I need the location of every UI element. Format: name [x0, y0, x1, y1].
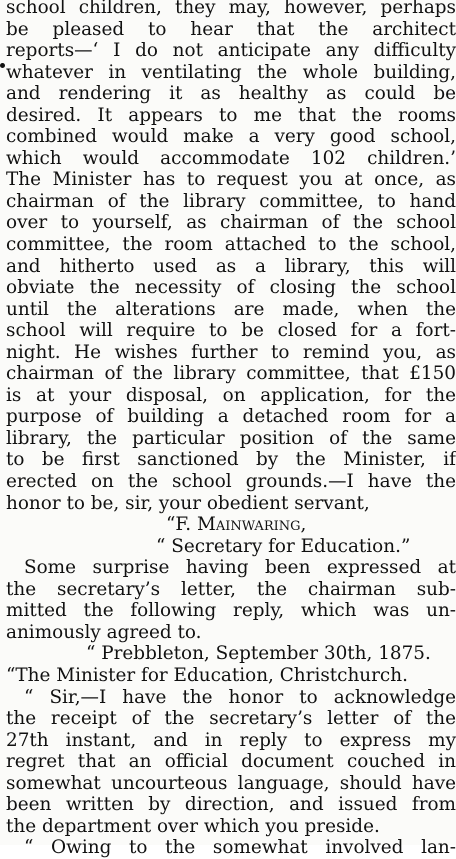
text-line: obviate the necessity of closing the school [6, 277, 456, 299]
text-line: until the alterations are made, when the [6, 298, 456, 320]
text-line: and hitherto used as a library, this will [6, 255, 456, 277]
text-line: reports—‘ I do not anticipate any difficulty [6, 40, 456, 62]
text-line: school children, they may, however, perhaps [6, 0, 456, 18]
text-line: whatever in ventilating the whole building, [6, 61, 456, 83]
text-line: The Minister has to request you at once, as [6, 169, 456, 191]
text-line: “ Prebbleton, September 30th, 1875. [86, 643, 431, 665]
text-line: been written by direction, and issued from [6, 794, 456, 816]
text-line: purpose of building a detached room for a [6, 406, 456, 428]
text-line: Some surprise having been expressed at [24, 557, 456, 579]
text-line: “F. Mainwaring, [166, 514, 307, 536]
text-line: the secretary’s letter, the chairman sub- [6, 578, 456, 600]
text-line: to be first sanctioned by the Minister, if [6, 449, 456, 471]
text-line: erected on the school grounds.—I have the [6, 471, 456, 493]
text-line: chairman of the library committee, that £150 [6, 363, 456, 385]
text-line: mitted the following reply, which was un- [6, 600, 456, 622]
text-line: combined would make a very good school, [6, 126, 456, 148]
text-line: the receipt of the secretary’s letter of the [6, 708, 456, 730]
text-line: “ Sir,—I have the honor to acknowledge [24, 686, 456, 708]
text-line: night. He wishes further to remind you, as [6, 341, 456, 363]
text-line: over to yourself, as chairman of the school [6, 212, 456, 234]
text-line: “ Owing to the somewhat involved lan- [24, 837, 456, 859]
text-line: be pleased to hear that the architect [6, 18, 456, 40]
text-line: animously agreed to. [6, 621, 202, 643]
text-line: “ Secretary for Education.” [156, 535, 411, 557]
text-line: regret that an official document couched in [6, 751, 456, 773]
text-line: honor to be, sir, your obedient servant, [6, 492, 370, 514]
text-line: somewhat uncourteous language, should have [6, 772, 456, 794]
text-line: chairman of the library committee, to hand [6, 190, 456, 212]
text-line: school will require to be closed for a fort- [6, 320, 456, 342]
text-line: desired. It appears to me that the rooms [6, 104, 456, 126]
margin-dot [0, 63, 5, 68]
text-line: the department over which you preside. [6, 815, 380, 837]
text-column [6, 0, 456, 859]
text-line: 27th instant, and in reply to express my [6, 729, 456, 751]
text-line: “The Minister for Education, Christchurch. [6, 664, 408, 686]
text-line: which would accommodate 102 children.’ [6, 147, 456, 169]
text-line: and rendering it as healthy as could be [6, 83, 456, 105]
text-line: is at your disposal, on application, for the [6, 384, 456, 406]
text-line: committee, the room attached to the school, [6, 234, 456, 256]
text-line: library, the particular position of the same [6, 427, 456, 449]
